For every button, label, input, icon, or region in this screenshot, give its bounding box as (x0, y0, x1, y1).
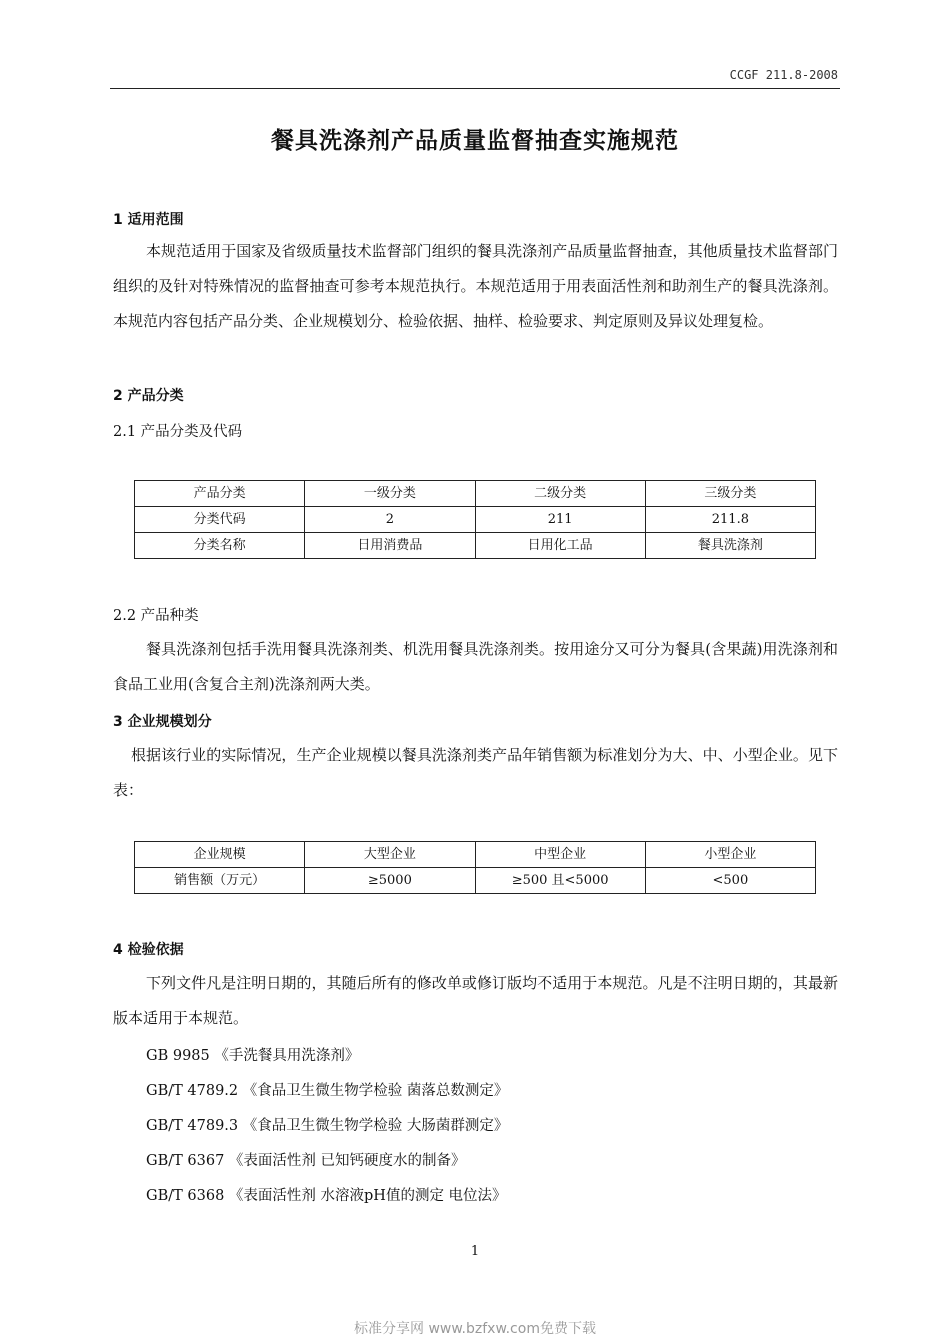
table-cell: ≥5000 (305, 868, 475, 894)
table-cell: 211.8 (645, 507, 815, 533)
table-row (135, 481, 816, 507)
list-item: GB/T 6367 《表面活性剂 已知钙硬度水的制备》 (146, 1153, 466, 1169)
list-item: GB/T 4789.3 《食品卫生微生物学检验 大肠菌群测定》 (146, 1118, 509, 1134)
section-3-heading: 3 企业规模划分 (113, 714, 212, 730)
section-3-paragraph: 根据该行业的实际情况，生产企业规模以餐具洗涤剂类产品年销售额为标准划分为大、中、小型企业。见下表： (113, 746, 838, 799)
table-cell: 小型企业 (645, 842, 815, 868)
table-cell: 2 (305, 507, 475, 533)
table-cell: 中型企业 (475, 842, 645, 868)
reference-list (113, 1046, 838, 1221)
table-cell: 三级分类 (645, 481, 815, 507)
list-item: GB/T 4789.2 《食品卫生微生物学检验 菌落总数测定》 (146, 1083, 509, 1099)
section-2-2-heading: 2.2 产品种类 (113, 608, 199, 624)
table-cell: 大型企业 (305, 842, 475, 868)
classification-table (134, 480, 816, 559)
table-row (135, 533, 816, 559)
section-4 (113, 940, 838, 1036)
enterprise-scale-table (134, 841, 816, 894)
list-item: GB/T 6368 《表面活性剂 水溶液pH值的测定 电位法》 (146, 1188, 507, 1204)
section-3 (113, 712, 838, 808)
table-row (135, 842, 816, 868)
table-cell: 一级分类 (305, 481, 475, 507)
section-1-paragraph: 本规范适用于国家及省级质量技术监督部门组织的餐具洗涤剂产品质量监督抽查，其他质量技术监督部门组织的及针对特殊情况的监督抽查可参考本规范执行。本规范适用于用表面活性剂和助剂生产的餐具洗涤剂。本规范内容包括产品分类、企业规模划分、检验依据、抽样、检验要求、判定原则及异议处理复检。 (113, 242, 838, 330)
table-cell: 产品分类 (135, 481, 305, 507)
table-cell: 二级分类 (475, 481, 645, 507)
table-cell: 餐具洗涤剂 (645, 533, 815, 559)
table-cell: <500 (645, 868, 815, 894)
section-1 (113, 210, 838, 339)
table-cell: 分类名称 (135, 533, 305, 559)
section-2 (113, 386, 838, 442)
page-number: 1 (470, 1244, 480, 1259)
section-4-paragraph: 下列文件凡是注明日期的，其随后所有的修改单或修订版均不适用于本规范。凡是不注明日期的，其最新版本适用于本规范。 (113, 974, 838, 1027)
table-cell: 日用消费品 (305, 533, 475, 559)
table-cell: 企业规模 (135, 842, 305, 868)
table-cell: 211 (475, 507, 645, 533)
table-row (135, 868, 816, 894)
table-cell: ≥500 且<5000 (475, 868, 645, 894)
header-rule (110, 88, 840, 89)
table-row (135, 507, 816, 533)
section-2-2 (113, 606, 838, 702)
standard-code: CCGF 211.8-2008 (729, 68, 838, 82)
section-4-heading: 4 检验依据 (113, 942, 184, 958)
table-cell: 销售额（万元） (135, 868, 305, 894)
section-1-heading: 1 适用范围 (113, 212, 184, 228)
table-cell: 分类代码 (135, 507, 305, 533)
section-2-1-heading: 2.1 产品分类及代码 (113, 424, 243, 440)
document-title: 餐具洗涤剂产品质量监督抽查实施规范 (271, 128, 679, 154)
site-watermark: 标准分享网 www.bzfxw.com免费下载 (354, 1321, 596, 1337)
table-cell: 日用化工品 (475, 533, 645, 559)
section-2-2-paragraph: 餐具洗涤剂包括手洗用餐具洗涤剂类、机洗用餐具洗涤剂类。按用途分又可分为餐具(含果蔬)用洗涤剂和食品工业用(含复合主剂)洗涤剂两大类。 (113, 640, 838, 693)
list-item: GB 9985 《手洗餐具用洗涤剂》 (146, 1048, 360, 1064)
section-2-heading: 2 产品分类 (113, 388, 184, 404)
